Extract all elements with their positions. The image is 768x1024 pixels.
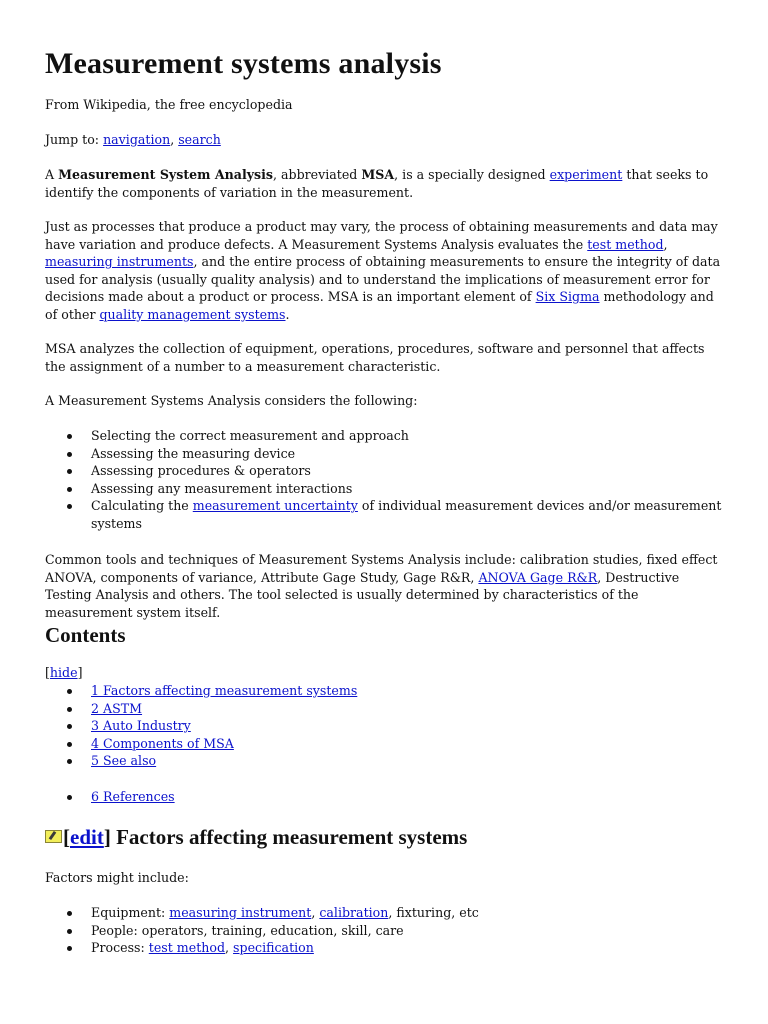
toc-link-astm[interactable]: 2 ASTM (91, 700, 143, 716)
toc-item (45, 682, 725, 700)
intro-text-4: that seeks to identify the components of variation in the measurement. (45, 167, 709, 200)
jump-to-separator: , (170, 132, 179, 147)
toc-list (45, 682, 725, 770)
tools-paragraph (45, 551, 725, 621)
edit-open-bracket: [ (63, 825, 70, 849)
specification-link[interactable]: specification (233, 940, 314, 956)
anova-gage-rr-link[interactable]: ANOVA Gage R&R (478, 569, 598, 585)
process-text-2: , (663, 236, 668, 252)
section-factors-heading (45, 824, 467, 850)
toc-link-see-also[interactable]: 5 See also (91, 753, 157, 769)
toc-item (45, 700, 725, 718)
factors-intro: Factors might include: (45, 870, 189, 885)
process-text-1: Just as processes that produce a product may vary, the process of obtaining measurements and data may have variation and produce defects. A Measurement Systems Analysis evaluates the (45, 219, 718, 252)
list-item-label: Process: (91, 940, 149, 956)
intro-text-3: , is a specially designed (394, 167, 550, 182)
toc-item (45, 752, 725, 770)
contents-heading: Contents (45, 623, 126, 647)
list-item: Assessing any measurement interactions (45, 480, 725, 498)
process-text-3: , and the entire process of obtaining measurements to ensure the integrity of data used for analysis (usually quality analysis) and to understand the implications of measurement error for decisions made about a product or process. MSA is an important element of (45, 254, 721, 305)
toc-item (45, 735, 725, 753)
pencil-edit-icon (45, 830, 62, 843)
list-item: Assessing procedures & operators (45, 462, 725, 480)
toc-link-components[interactable]: 4 Components of MSA (91, 735, 234, 751)
section-factors-title: Factors affecting measurement systems (110, 825, 468, 849)
list-item: People: operators, training, education, skill, care (45, 922, 725, 940)
list-item (45, 497, 725, 532)
list-item: Assessing the measuring device (45, 445, 725, 463)
hide-close-bracket: ] (77, 665, 83, 680)
list-item (45, 939, 725, 957)
tools-text-2: , Destructive Testing Analysis and others. The tool selected is usually determined by characteristics of the measurement system itself. (45, 569, 680, 620)
quality-management-systems-link[interactable]: quality management systems (99, 306, 286, 322)
toc-link-auto-industry[interactable]: 3 Auto Industry (91, 718, 191, 734)
jump-to-line (45, 131, 725, 149)
list-item-text: Calculating the (91, 498, 193, 514)
list-item-separator: , (311, 905, 320, 920)
process-text-4: methodology and of other (45, 289, 714, 322)
tools-text-1: Common tools and techniques of Measurement Systems Analysis include: calibration studies, fixed effect ANOVA, components of variance, Attribute Gage Study, Gage R&R, (45, 552, 718, 585)
six-sigma-link[interactable]: Six Sigma (535, 289, 600, 305)
hide-open-bracket: [ (45, 665, 50, 680)
edit-close-bracket: ] (103, 825, 111, 849)
list-item (45, 904, 725, 922)
list-item: Selecting the correct measurement and approach (45, 427, 725, 445)
intro-text-1: A (45, 167, 59, 182)
experiment-link[interactable]: experiment (549, 167, 623, 182)
search-link[interactable]: search (178, 132, 221, 147)
jump-to-label: Jump to: (45, 132, 104, 147)
tagline: From Wikipedia, the free encyclopedia (45, 97, 293, 112)
list-item-separator: , (225, 940, 234, 956)
collection-paragraph: MSA analyzes the collection of equipment, operations, procedures, software and personnel that affects the assignment of a number to a measurement characteristic. (45, 341, 705, 374)
process-text-5: . (285, 306, 290, 322)
considers-list (45, 427, 725, 533)
msa-term: Measurement System Analysis (58, 167, 274, 182)
toc-link-factors[interactable]: 1 Factors affecting measurement systems (91, 683, 358, 698)
factors-list (45, 904, 725, 957)
toc-hide-toggle (45, 664, 725, 682)
list-item-text: , fixturing, etc (388, 905, 479, 920)
list-item-text: of individual measurement devices and/or measurement systems (91, 498, 722, 531)
measuring-instrument-link[interactable]: measuring instrument (169, 905, 312, 920)
process-paragraph (45, 218, 725, 324)
msa-abbreviation: MSA (361, 167, 395, 182)
intro-text-2: , abbreviated (273, 167, 362, 182)
test-method-link-2[interactable]: test method (148, 940, 226, 956)
considers-paragraph: A Measurement Systems Analysis considers the following: (45, 393, 418, 408)
test-method-link[interactable]: test method (587, 236, 664, 252)
calibration-link[interactable]: calibration (319, 905, 389, 920)
measurement-uncertainty-link[interactable]: measurement uncertainty (192, 498, 358, 514)
edit-section-link[interactable]: edit (70, 825, 104, 849)
hide-link[interactable]: hide (49, 665, 78, 680)
navigation-link[interactable]: navigation (103, 132, 171, 147)
page-title: Measurement systems analysis (45, 47, 442, 80)
toc-item (45, 788, 725, 806)
intro-paragraph (45, 166, 725, 201)
toc-link-references[interactable]: 6 References (91, 789, 175, 804)
toc-list-continued (45, 788, 725, 806)
toc-item (45, 717, 725, 735)
list-item-label: Equipment: (91, 905, 170, 920)
measuring-instruments-link[interactable]: measuring instruments (45, 254, 194, 270)
